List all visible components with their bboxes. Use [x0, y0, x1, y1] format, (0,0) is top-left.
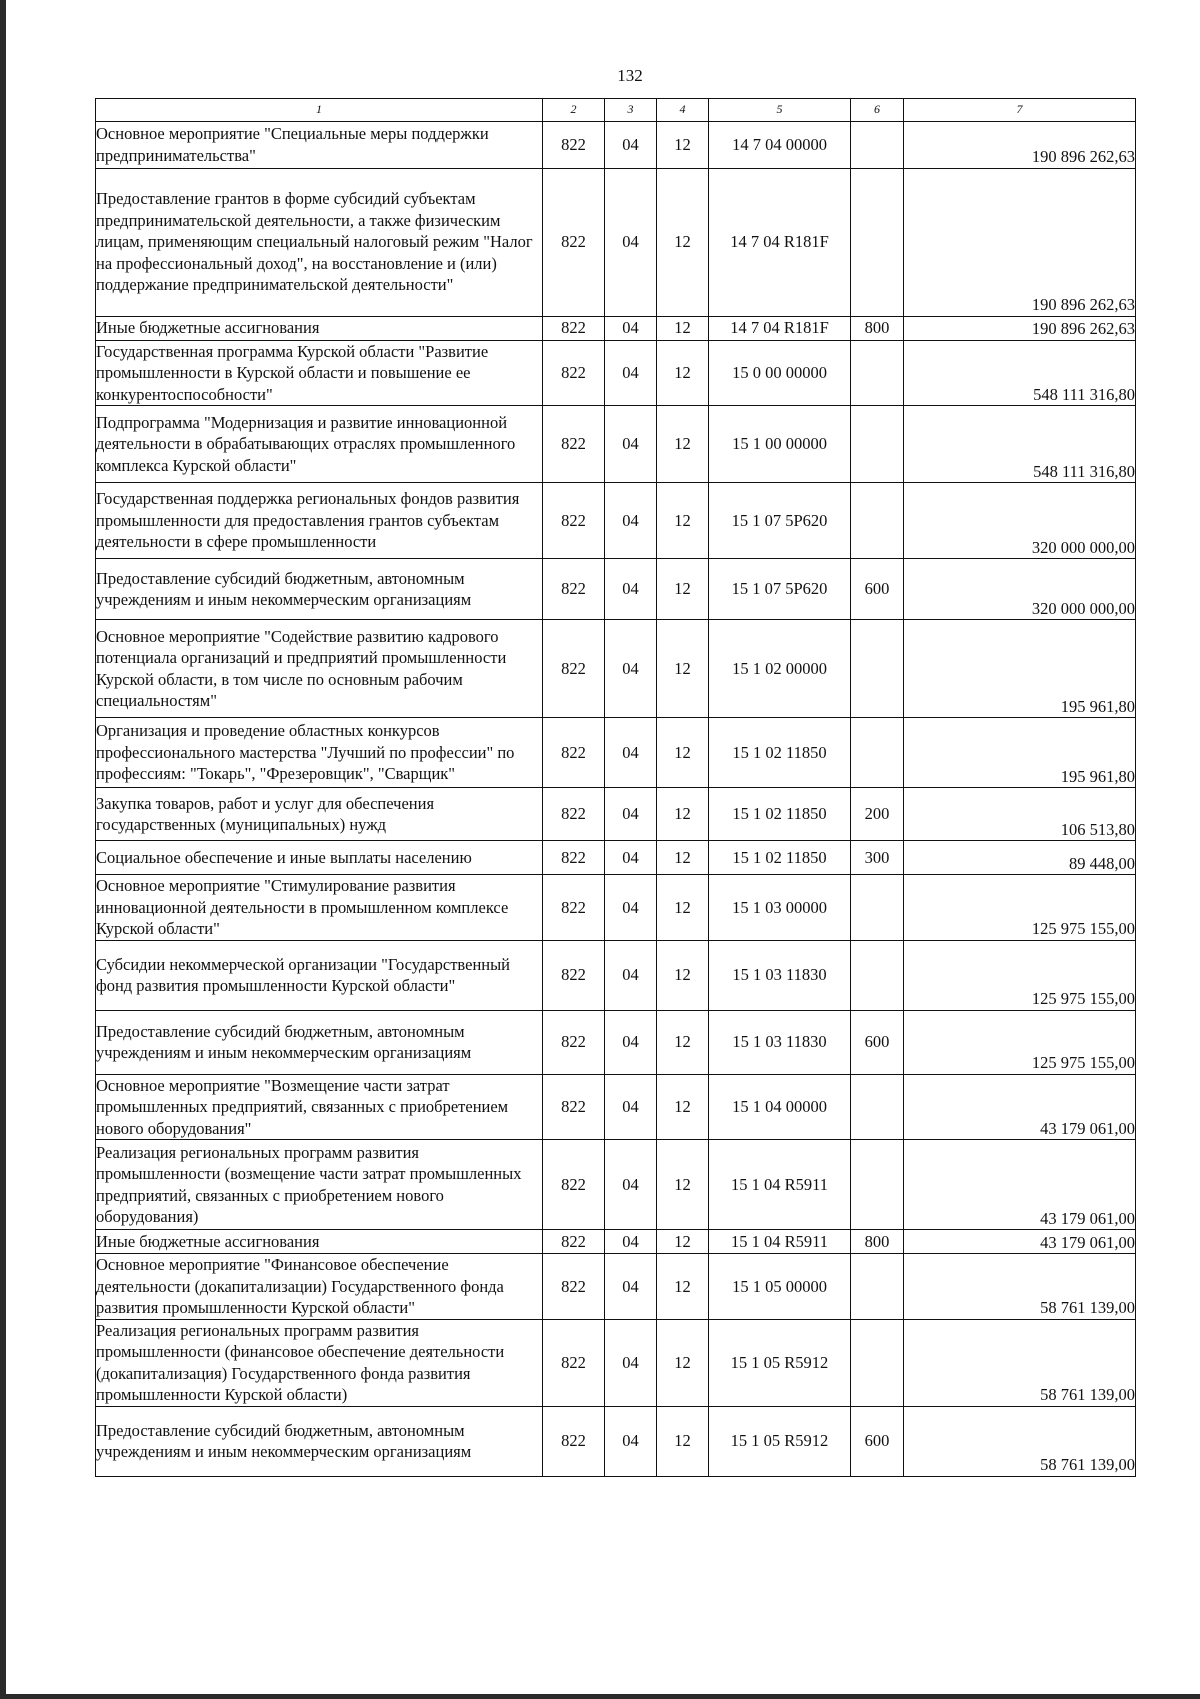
cell-section: 04: [605, 483, 657, 559]
cell-expense-type: [851, 168, 904, 316]
row-name: Основное мероприятие "Финансовое обеспечение деятельности (докапитализации) Государственного фонда развития промышленности Курской области": [96, 1254, 543, 1320]
header-cell-4: 4: [657, 99, 709, 122]
cell-ministry: 822: [543, 620, 605, 718]
row-name: Социальное обеспечение и иные выплаты населению: [96, 841, 543, 875]
table-row: [96, 620, 1136, 718]
cell-subsection: 12: [657, 788, 709, 841]
cell-target-article: 15 1 05 R5912: [709, 1319, 851, 1406]
cell-expense-type: [851, 340, 904, 406]
cell-target-article: 15 1 07 5Р620: [709, 559, 851, 620]
cell-section: 04: [605, 875, 657, 941]
cell-ministry: 822: [543, 316, 605, 340]
cell-expense-type: [851, 121, 904, 168]
table-row: [96, 718, 1136, 788]
table-row: [96, 316, 1136, 340]
row-name: Субсидии некоммерческой организации "Государственный фонд развития промышленности Курской области": [96, 940, 543, 1010]
cell-subsection: 12: [657, 121, 709, 168]
page-number: 132: [617, 66, 643, 85]
cell-target-article: 15 1 03 11830: [709, 1010, 851, 1074]
cell-ministry: 822: [543, 121, 605, 168]
cell-ministry: 822: [543, 940, 605, 1010]
header-row: [96, 99, 1136, 122]
cell-target-article: 14 7 04 R181F: [709, 168, 851, 316]
cell-amount: 320 000 000,00: [904, 483, 1136, 559]
row-name: Организация и проведение областных конкурсов профессионального мастерства "Лучший по профессии" по профессиям: "Токарь", "Фрезеровщик", "Сварщик": [96, 718, 543, 788]
cell-amount: 58 761 139,00: [904, 1406, 1136, 1476]
table-row: [96, 788, 1136, 841]
scan-edge-left: [0, 0, 6, 1699]
row-name: Реализация региональных программ развития промышленности (возмещение части затрат промышленных предприятий, связанных с приобретением нового оборудования): [96, 1140, 543, 1230]
cell-target-article: 15 1 04 00000: [709, 1074, 851, 1140]
table-row: [96, 1406, 1136, 1476]
cell-ministry: 822: [543, 168, 605, 316]
cell-ministry: 822: [543, 1254, 605, 1320]
cell-section: 04: [605, 718, 657, 788]
cell-ministry: 822: [543, 718, 605, 788]
cell-amount: 548 111 316,80: [904, 340, 1136, 406]
cell-target-article: 15 1 02 11850: [709, 841, 851, 875]
cell-section: 04: [605, 168, 657, 316]
table-row: [96, 1074, 1136, 1140]
cell-amount: 125 975 155,00: [904, 940, 1136, 1010]
header-cell-2: 2: [543, 99, 605, 122]
table-row: [96, 940, 1136, 1010]
cell-amount: 106 513,80: [904, 788, 1136, 841]
header-cell-1: 1: [96, 99, 543, 122]
cell-section: 04: [605, 841, 657, 875]
cell-target-article: 15 1 00 00000: [709, 406, 851, 483]
table-row: [96, 1319, 1136, 1406]
cell-subsection: 12: [657, 841, 709, 875]
cell-section: 04: [605, 316, 657, 340]
cell-expense-type: [851, 718, 904, 788]
cell-subsection: 12: [657, 620, 709, 718]
cell-section: 04: [605, 1254, 657, 1320]
cell-expense-type: [851, 620, 904, 718]
row-name: Государственная поддержка региональных фондов развития промышленности для предоставления грантов субъектам деятельности в сфере промышленности: [96, 483, 543, 559]
cell-section: 04: [605, 406, 657, 483]
row-name: Предоставление грантов в форме субсидий субъектам предпринимательской деятельности, а также физическим лицам, применяющим специальный налоговый режим "Налог на профессиональный доход", на восстановление и (или) поддержание предпринимательской деятельности": [96, 168, 543, 316]
cell-subsection: 12: [657, 340, 709, 406]
table-row: [96, 1140, 1136, 1230]
cell-amount: 190 896 262,63: [904, 168, 1136, 316]
cell-subsection: 12: [657, 1010, 709, 1074]
cell-expense-type: 800: [851, 1230, 904, 1254]
cell-ministry: 822: [543, 841, 605, 875]
cell-section: 04: [605, 1406, 657, 1476]
cell-amount: 58 761 139,00: [904, 1319, 1136, 1406]
table-row: [96, 340, 1136, 406]
cell-amount: 190 896 262,63: [904, 316, 1136, 340]
cell-section: 04: [605, 1074, 657, 1140]
cell-ministry: 822: [543, 1074, 605, 1140]
cell-section: 04: [605, 788, 657, 841]
cell-expense-type: [851, 940, 904, 1010]
cell-target-article: 15 1 04 R5911: [709, 1230, 851, 1254]
table-row: [96, 1230, 1136, 1254]
table-row: [96, 1010, 1136, 1074]
table-row: [96, 875, 1136, 941]
cell-subsection: 12: [657, 940, 709, 1010]
cell-ministry: 822: [543, 1010, 605, 1074]
table-row: [96, 841, 1136, 875]
cell-expense-type: 600: [851, 1406, 904, 1476]
cell-expense-type: [851, 1254, 904, 1320]
cell-expense-type: [851, 1140, 904, 1230]
header-cell-6: 6: [851, 99, 904, 122]
cell-expense-type: [851, 483, 904, 559]
cell-amount: 89 448,00: [904, 841, 1136, 875]
cell-subsection: 12: [657, 406, 709, 483]
cell-subsection: 12: [657, 1074, 709, 1140]
cell-amount: 190 896 262,63: [904, 121, 1136, 168]
cell-ministry: 822: [543, 875, 605, 941]
cell-amount: 320 000 000,00: [904, 559, 1136, 620]
cell-ministry: 822: [543, 559, 605, 620]
cell-expense-type: [851, 1319, 904, 1406]
cell-section: 04: [605, 340, 657, 406]
cell-ministry: 822: [543, 1230, 605, 1254]
table-row: [96, 559, 1136, 620]
cell-target-article: 15 1 03 11830: [709, 940, 851, 1010]
budget-table: [95, 98, 1136, 1477]
cell-subsection: 12: [657, 718, 709, 788]
cell-target-article: 14 7 04 R181F: [709, 316, 851, 340]
cell-target-article: 15 1 05 00000: [709, 1254, 851, 1320]
cell-section: 04: [605, 1319, 657, 1406]
row-name: Государственная программа Курской области "Развитие промышленности в Курской области и повышение ее конкурентоспособности": [96, 340, 543, 406]
row-name: Предоставление субсидий бюджетным, автономным учреждениям и иным некоммерческим организациям: [96, 1010, 543, 1074]
row-name: Закупка товаров, работ и услуг для обеспечения государственных (муниципальных) нужд: [96, 788, 543, 841]
cell-expense-type: 300: [851, 841, 904, 875]
cell-subsection: 12: [657, 1230, 709, 1254]
cell-ministry: 822: [543, 483, 605, 559]
cell-subsection: 12: [657, 316, 709, 340]
cell-subsection: 12: [657, 559, 709, 620]
cell-amount: 43 179 061,00: [904, 1140, 1136, 1230]
cell-amount: 58 761 139,00: [904, 1254, 1136, 1320]
table-row: [96, 483, 1136, 559]
cell-target-article: 15 1 02 00000: [709, 620, 851, 718]
cell-amount: 125 975 155,00: [904, 875, 1136, 941]
cell-target-article: 15 1 04 R5911: [709, 1140, 851, 1230]
table-body: [96, 121, 1136, 1476]
cell-amount: 548 111 316,80: [904, 406, 1136, 483]
cell-target-article: 15 0 00 00000: [709, 340, 851, 406]
row-name: Предоставление субсидий бюджетным, автономным учреждениям и иным некоммерческим организациям: [96, 559, 543, 620]
cell-subsection: 12: [657, 168, 709, 316]
cell-subsection: 12: [657, 483, 709, 559]
cell-target-article: 15 1 02 11850: [709, 718, 851, 788]
cell-amount: 43 179 061,00: [904, 1074, 1136, 1140]
cell-target-article: 15 1 05 R5912: [709, 1406, 851, 1476]
cell-subsection: 12: [657, 1319, 709, 1406]
cell-target-article: 15 1 03 00000: [709, 875, 851, 941]
row-name: Основное мероприятие "Стимулирование развития инновационной деятельности в промышленном комплексе Курской области": [96, 875, 543, 941]
header-cell-3: 3: [605, 99, 657, 122]
cell-amount: 125 975 155,00: [904, 1010, 1136, 1074]
cell-ministry: 822: [543, 1406, 605, 1476]
cell-target-article: 15 1 02 11850: [709, 788, 851, 841]
cell-section: 04: [605, 559, 657, 620]
cell-section: 04: [605, 1230, 657, 1254]
table-row: [96, 1254, 1136, 1320]
row-name: Основное мероприятие "Специальные меры поддержки предпринимательства": [96, 121, 543, 168]
row-name: Иные бюджетные ассигнования: [96, 1230, 543, 1254]
cell-ministry: 822: [543, 1140, 605, 1230]
cell-target-article: 14 7 04 00000: [709, 121, 851, 168]
cell-expense-type: 200: [851, 788, 904, 841]
cell-expense-type: 600: [851, 1010, 904, 1074]
row-name: Основное мероприятие "Возмещение части затрат промышленных предприятий, связанных с приобретением нового оборудования": [96, 1074, 543, 1140]
table-row: [96, 168, 1136, 316]
cell-ministry: 822: [543, 1319, 605, 1406]
cell-expense-type: 600: [851, 559, 904, 620]
cell-ministry: 822: [543, 406, 605, 483]
cell-amount: 195 961,80: [904, 620, 1136, 718]
cell-section: 04: [605, 620, 657, 718]
cell-target-article: 15 1 07 5Р620: [709, 483, 851, 559]
row-name: Основное мероприятие "Содействие развитию кадрового потенциала организаций и предприятий промышленности Курской области, в том числе по основным рабочим специальностям": [96, 620, 543, 718]
cell-expense-type: [851, 406, 904, 483]
row-name: Иные бюджетные ассигнования: [96, 316, 543, 340]
row-name: Подпрограмма "Модернизация и развитие инновационной деятельности в обрабатывающих отраслях промышленного комплекса Курской области": [96, 406, 543, 483]
cell-amount: 43 179 061,00: [904, 1230, 1136, 1254]
cell-section: 04: [605, 121, 657, 168]
cell-ministry: 822: [543, 340, 605, 406]
cell-subsection: 12: [657, 1406, 709, 1476]
cell-subsection: 12: [657, 875, 709, 941]
cell-subsection: 12: [657, 1140, 709, 1230]
cell-section: 04: [605, 1140, 657, 1230]
table-row: [96, 406, 1136, 483]
header-cell-5: 5: [709, 99, 851, 122]
cell-expense-type: 800: [851, 316, 904, 340]
table-row: [96, 121, 1136, 168]
scan-edge-bottom: [0, 1694, 1200, 1699]
cell-subsection: 12: [657, 1254, 709, 1320]
header-cell-7: 7: [904, 99, 1136, 122]
row-name: Предоставление субсидий бюджетным, автономным учреждениям и иным некоммерческим организациям: [96, 1406, 543, 1476]
cell-amount: 195 961,80: [904, 718, 1136, 788]
cell-ministry: 822: [543, 788, 605, 841]
cell-section: 04: [605, 1010, 657, 1074]
cell-expense-type: [851, 1074, 904, 1140]
row-name: Реализация региональных программ развития промышленности (финансовое обеспечение деятельности (докапитализация) Государственного фонда развития промышленности Курской области): [96, 1319, 543, 1406]
cell-section: 04: [605, 940, 657, 1010]
cell-expense-type: [851, 875, 904, 941]
